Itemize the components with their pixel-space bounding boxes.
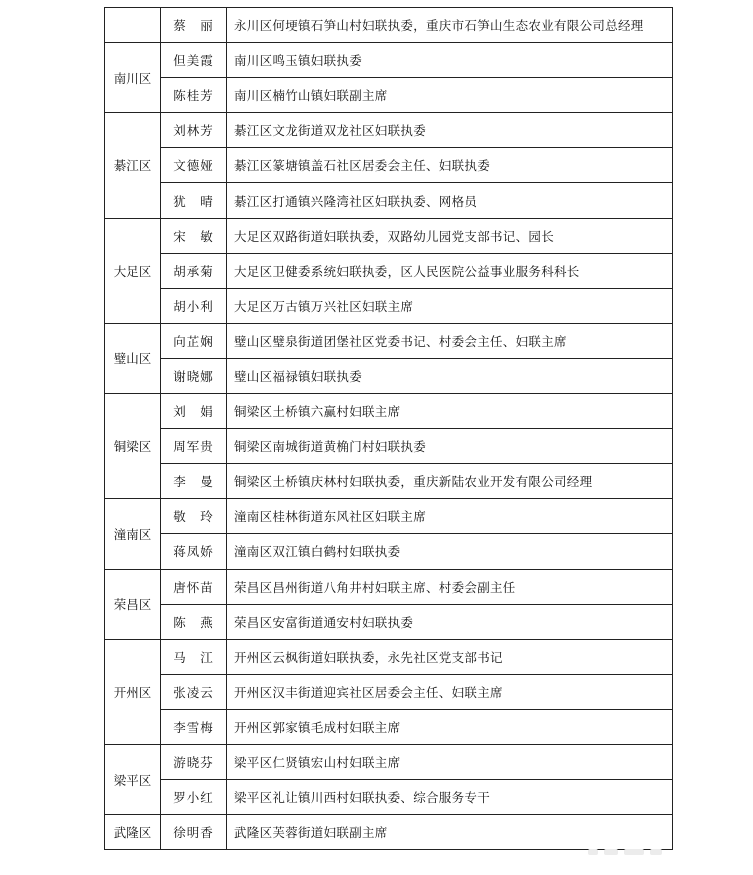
name-cell: 宋 敏 [161, 218, 227, 253]
name-cell: 蔡 丽 [161, 8, 227, 43]
position-cell: 綦江区打通镇兴隆湾社区妇联执委、网格员 [227, 183, 673, 218]
district-cell: 铜梁区 [105, 394, 161, 499]
name-cell: 唐怀苗 [161, 569, 227, 604]
name-cell: 敬 玲 [161, 499, 227, 534]
position-cell: 大足区双路街道妇联执委，双路幼儿园党支部书记、园长 [227, 218, 673, 253]
name-cell: 罗小红 [161, 780, 227, 815]
table-row [105, 8, 673, 43]
table-row [105, 253, 673, 288]
table-row [105, 499, 673, 534]
name-cell: 张凌云 [161, 674, 227, 709]
name-cell: 犹 晴 [161, 183, 227, 218]
district-cell: 荣昌区 [105, 569, 161, 639]
table-row [105, 569, 673, 604]
position-cell: 荣昌区昌州街道八角井村妇联主席、村委会副主任 [227, 569, 673, 604]
table-row [105, 288, 673, 323]
district-cell: 璧山区 [105, 323, 161, 393]
name-cell: 刘林芳 [161, 113, 227, 148]
district-cell: 武隆区 [105, 815, 161, 850]
name-cell: 马 江 [161, 639, 227, 674]
name-cell: 向芷娴 [161, 323, 227, 358]
table-row [105, 429, 673, 464]
position-cell: 荣昌区安富街道通安村妇联执委 [227, 604, 673, 639]
table-row [105, 709, 673, 744]
position-cell: 永川区何埂镇石笋山村妇联执委，重庆市石笋山生态农业有限公司总经理 [227, 8, 673, 43]
position-cell: 南川区鸣玉镇妇联执委 [227, 43, 673, 78]
name-cell: 但美霞 [161, 43, 227, 78]
name-cell: 刘 娟 [161, 394, 227, 429]
table-row [105, 218, 673, 253]
position-cell: 南川区楠竹山镇妇联副主席 [227, 78, 673, 113]
table-row [105, 604, 673, 639]
district-cell: 南川区 [105, 43, 161, 113]
table-row [105, 183, 673, 218]
table-row [105, 358, 673, 393]
position-cell: 璧山区璧泉街道团堡社区党委书记、村委会主任、妇联主席 [227, 323, 673, 358]
name-cell: 陈桂芳 [161, 78, 227, 113]
table-row [105, 674, 673, 709]
position-cell: 开州区郭家镇毛成村妇联主席 [227, 709, 673, 744]
name-cell: 文德娅 [161, 148, 227, 183]
name-cell: 李 曼 [161, 464, 227, 499]
name-cell: 谢晓娜 [161, 358, 227, 393]
position-cell: 铜梁区南城街道黄桷门村妇联执委 [227, 429, 673, 464]
position-cell: 铜梁区土桥镇六赢村妇联主席 [227, 394, 673, 429]
member-table [104, 7, 673, 850]
district-cell [105, 8, 161, 43]
name-cell: 胡小利 [161, 288, 227, 323]
name-cell: 陈 燕 [161, 604, 227, 639]
table-row [105, 744, 673, 779]
position-cell: 潼南区双江镇白鹤村妇联执委 [227, 534, 673, 569]
name-cell: 游晓芬 [161, 744, 227, 779]
name-cell: 徐明香 [161, 815, 227, 850]
table-row [105, 464, 673, 499]
position-cell: 綦江区文龙街道双龙社区妇联执委 [227, 113, 673, 148]
position-cell: 铜梁区土桥镇庆林村妇联执委，重庆新陆农业开发有限公司经理 [227, 464, 673, 499]
position-cell: 开州区云枫街道妇联执委，永先社区党支部书记 [227, 639, 673, 674]
position-cell: 梁平区仁贤镇宏山村妇联主席 [227, 744, 673, 779]
name-cell: 李雪梅 [161, 709, 227, 744]
position-cell: 大足区万古镇万兴社区妇联主席 [227, 288, 673, 323]
name-cell: 胡承菊 [161, 253, 227, 288]
district-cell: 大足区 [105, 218, 161, 323]
name-cell: 蒋凤娇 [161, 534, 227, 569]
table-row [105, 148, 673, 183]
position-cell: 璧山区福禄镇妇联执委 [227, 358, 673, 393]
table-row [105, 323, 673, 358]
table-row [105, 639, 673, 674]
table-row [105, 113, 673, 148]
district-cell: 开州区 [105, 639, 161, 744]
position-cell: 潼南区桂林街道东风社区妇联主席 [227, 499, 673, 534]
position-cell: 梁平区礼让镇川西村妇联执委、综合服务专干 [227, 780, 673, 815]
member-table-body [105, 8, 673, 850]
name-cell: 周军贵 [161, 429, 227, 464]
watermark [588, 846, 668, 858]
position-cell: 綦江区篆塘镇盖石社区居委会主任、妇联执委 [227, 148, 673, 183]
position-cell: 大足区卫健委系统妇联执委，区人民医院公益事业服务科科长 [227, 253, 673, 288]
table-row [105, 815, 673, 850]
district-cell: 梁平区 [105, 744, 161, 814]
position-cell: 开州区汉丰街道迎宾社区居委会主任、妇联主席 [227, 674, 673, 709]
table-row [105, 534, 673, 569]
position-cell: 武隆区芙蓉街道妇联副主席 [227, 815, 673, 850]
table-row [105, 780, 673, 815]
table-row [105, 394, 673, 429]
table-row [105, 43, 673, 78]
table-row [105, 78, 673, 113]
district-cell: 綦江区 [105, 113, 161, 218]
district-cell: 潼南区 [105, 499, 161, 569]
